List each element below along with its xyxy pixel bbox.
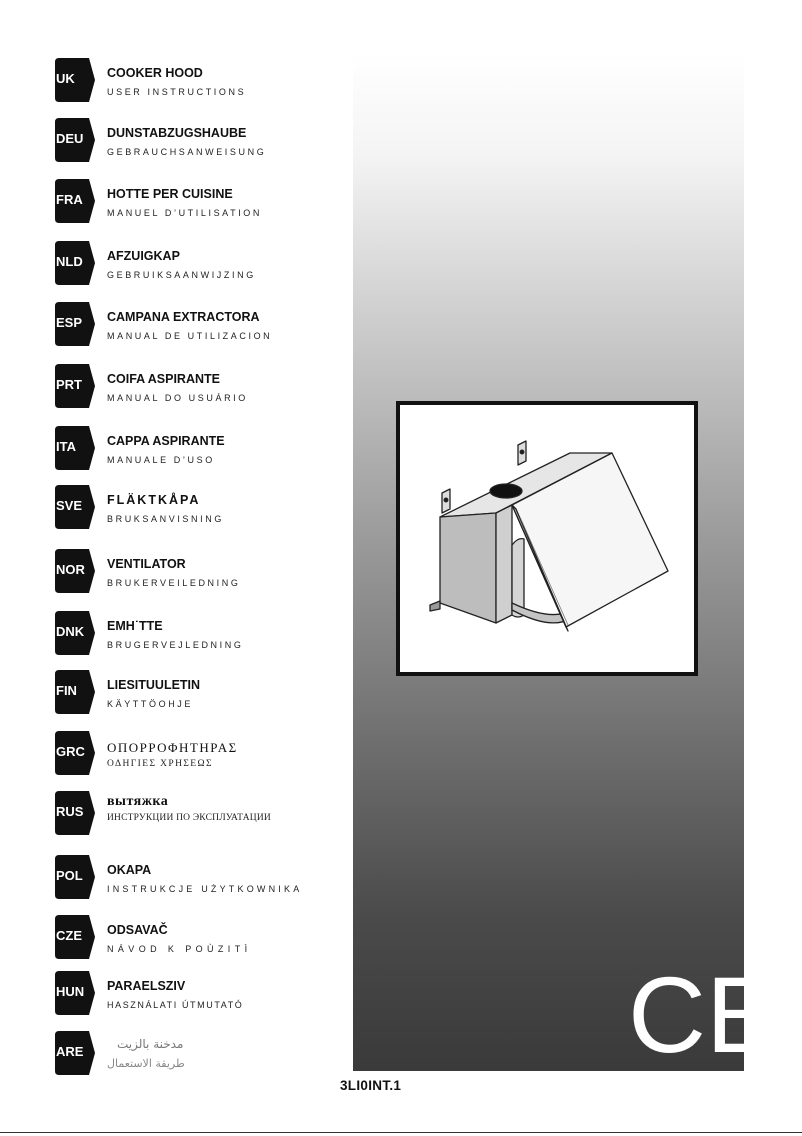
- ce-certification-icon: [628, 954, 779, 1075]
- language-tag: [55, 731, 95, 775]
- language-subtitle: NÁVOD K POÙZITÌ: [107, 944, 252, 954]
- language-row-sve: [55, 485, 355, 529]
- language-subtitle: GEBRUIKSAANWIJZING: [107, 270, 256, 280]
- language-row-uk: [55, 58, 355, 102]
- language-code: PRT: [56, 377, 82, 392]
- language-title: CAPPA ASPIRANTE: [107, 434, 225, 448]
- language-subtitle: GEBRAUCHSANWEISUNG: [107, 147, 267, 157]
- language-code: RUS: [56, 804, 84, 819]
- language-code: ARE: [56, 1044, 84, 1059]
- language-title: VENTILATOR: [107, 557, 186, 571]
- language-subtitle: طريقة الاستعمال: [107, 1057, 185, 1070]
- language-tag: [55, 179, 95, 223]
- language-row-ita: [55, 426, 355, 470]
- language-subtitle: HASZNÁLATI ÚTMUTATÓ: [107, 1000, 244, 1010]
- language-row-fra: [55, 179, 355, 223]
- language-subtitle: INSTRUKCJE UŻYTKOWNIKA: [107, 884, 303, 894]
- language-subtitle: ΟΔΗΓΙΕΣ ΧΡΗΣΕΩΣ: [107, 759, 213, 769]
- language-tag: [55, 670, 95, 714]
- bottom-divider: [0, 1132, 802, 1133]
- language-tag: [55, 971, 95, 1015]
- language-subtitle: ИНСТРУКЦИИ ПО ЭКСПЛУАТАЦИИ: [107, 813, 271, 823]
- language-code: POL: [56, 868, 83, 883]
- language-title: AFZUIGKAP: [107, 249, 180, 263]
- language-tag: [55, 915, 95, 959]
- cooker-hood-illustration: [400, 405, 694, 672]
- language-title: COIFA ASPIRANTE: [107, 372, 220, 386]
- language-subtitle: MANUAL DE UTILIZACION: [107, 331, 273, 341]
- language-code: HUN: [56, 984, 85, 999]
- language-title: OKAPA: [107, 863, 152, 877]
- language-row-esp: [55, 302, 355, 346]
- language-row-pol: [55, 855, 355, 899]
- language-subtitle: BRUKERVEILEDNING: [107, 578, 241, 588]
- language-row-cze: [55, 915, 355, 959]
- language-row-are: [55, 1031, 355, 1075]
- language-code: GRC: [56, 744, 85, 759]
- language-code: DNK: [56, 624, 85, 639]
- language-tag: [55, 791, 95, 835]
- language-tag: [55, 549, 95, 593]
- language-tag: [55, 302, 95, 346]
- language-subtitle: MANUEL D’UTILISATION: [107, 208, 263, 218]
- language-title: ΟΠΟΡΡΟΦΗΤΗΡΑΣ: [107, 740, 238, 755]
- language-row-rus: [55, 791, 355, 835]
- language-tag: [55, 241, 95, 285]
- language-code: ITA: [56, 439, 76, 454]
- language-title: PARAELSZIV: [107, 979, 186, 993]
- language-tag: [55, 118, 95, 162]
- language-title: LIESITUULETIN: [107, 678, 201, 692]
- language-code: ESP: [56, 315, 83, 330]
- language-code: NOR: [56, 562, 85, 577]
- language-code: UK: [56, 71, 75, 86]
- language-row-dnk: [55, 611, 355, 655]
- language-row-deu: [55, 118, 355, 162]
- language-code: SVE: [56, 498, 83, 513]
- language-code: NLD: [56, 254, 83, 269]
- language-title: CAMPANA EXTRACTORA: [107, 310, 260, 324]
- language-title: DUNSTABZUGSHAUBE: [107, 126, 247, 140]
- language-row-hun: [55, 971, 355, 1015]
- language-subtitle: KÄYTTÖOHJE: [107, 699, 194, 709]
- product-illustration-frame: [396, 401, 698, 676]
- language-row-nld: [55, 241, 355, 285]
- language-tag: [55, 1031, 95, 1075]
- language-subtitle: MANUALE D’USO: [107, 455, 215, 465]
- language-subtitle: BRUKSANVISNING: [107, 514, 224, 524]
- language-subtitle: MANUAL DO USUÁRIO: [107, 393, 248, 403]
- language-row-prt: [55, 364, 355, 408]
- language-title: مدخنة بالزيت: [117, 1037, 184, 1051]
- language-row-grc: [55, 731, 355, 775]
- language-subtitle: BRUGERVEJLEDNING: [107, 640, 244, 650]
- language-title: EMH˙TTE: [107, 619, 163, 633]
- language-title: FLÄKTKÅPA: [107, 493, 201, 507]
- svg-text:CE: CE: [628, 954, 779, 1075]
- language-subtitle: USER INSTRUCTIONS: [107, 87, 247, 97]
- language-code: FRA: [56, 192, 83, 207]
- language-title: COOKER HOOD: [107, 66, 203, 80]
- language-tag: [55, 485, 95, 529]
- language-tag: [55, 58, 95, 102]
- language-title: ODSAVAČ: [107, 923, 168, 937]
- document-code: 3LI0INT.1: [340, 1078, 402, 1093]
- language-code: FIN: [56, 683, 77, 698]
- ce-mark-icon: [628, 954, 779, 1075]
- language-tag: [55, 364, 95, 408]
- language-tag: [55, 855, 95, 899]
- language-tag: [55, 426, 95, 470]
- language-row-fin: [55, 670, 355, 714]
- language-title: HOTTE PER CUISINE: [107, 187, 233, 201]
- language-tag: [55, 611, 95, 655]
- language-code: CZE: [56, 928, 82, 943]
- language-title: вытяжка: [107, 794, 169, 809]
- language-code: DEU: [56, 131, 84, 146]
- language-row-nor: [55, 549, 355, 593]
